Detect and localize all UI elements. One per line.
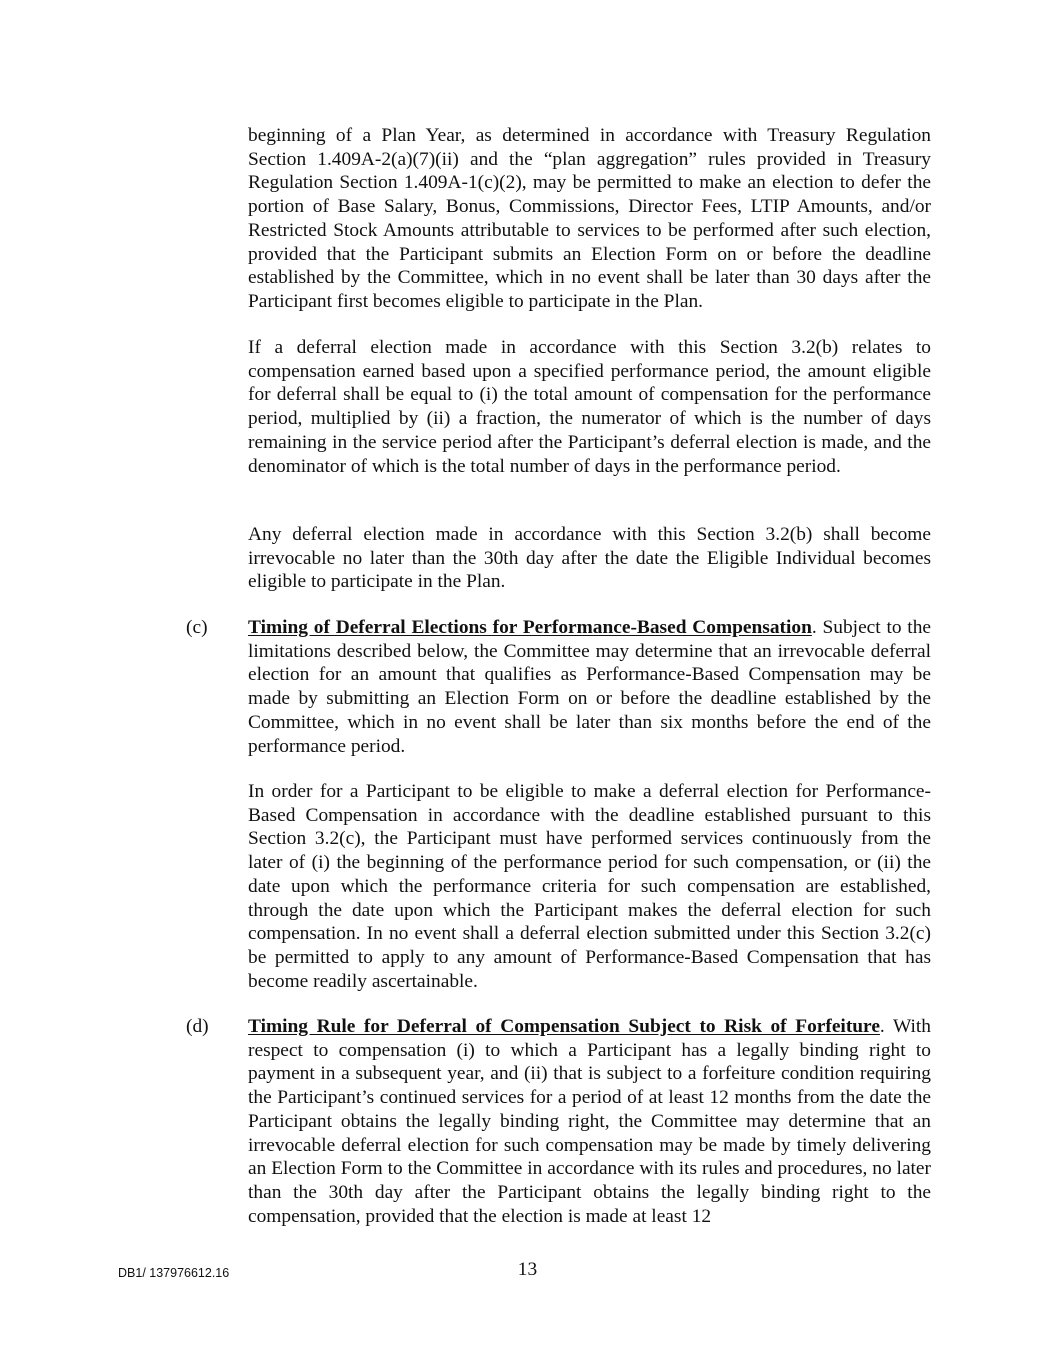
document-id: DB1/ 137976612.16 bbox=[118, 1266, 230, 1280]
section-d-heading: Timing Rule for Deferral of Compensation Subject to Risk of Forfeiture bbox=[248, 1016, 880, 1037]
paragraph-plan-year-election: beginning of a Plan Year, as determined in accordance with Treasury Regulation Section 1.409A-2(a)(7)(ii) and the “plan aggregation” rules provided in Treasury Regulation Section 1.409A-1(c)(2), may be permitted to make an election to defer the portion of Base Salary, Bonus, Commissions, Director Fees, LTIP Amounts, and/or Restricted Stock Amounts attributable to services to be performed after such election, provided that the Participant submits an Election Form on or before the deadline established by the Committee, which in no event shall be later than 30 days after the Participant first becomes eligible to participate in the Plan. bbox=[248, 125, 931, 312]
paragraph-performance-period-amount: If a deferral election made in accordance with this Section 3.2(b) relates to compensation earned based upon a specified performance period, the amount eligible for deferral shall be equal to (i) the total amount of compensation for the performance period, multiplied by (ii) a fraction, the numerator of which is the number of days remaining in the service period after the Participant’s deferral election is made, and the denominator of which is the total number of days in the performance period. bbox=[248, 337, 931, 477]
page-number: 13 bbox=[517, 1259, 538, 1280]
section-c-heading: Timing of Deferral Elections for Performance-Based Compensation bbox=[248, 617, 812, 638]
section-c-paragraph bbox=[248, 616, 931, 758]
paragraph-irrevocable-election: Any deferral election made in accordance with this Section 3.2(b) shall become irrevocable no later than the 30th day after the date the Eligible Individual becomes eligible to participate in the Plan. bbox=[248, 524, 931, 593]
section-d-text: . With respect to compensation (i) to which a Participant has a legally binding right to payment in a subsequent year, and (ii) that is subject to a forfeiture condition requiring the Participant’s continued services for a period of at least 12 months from the date the Participant obtains the legally binding right, the Committee may determine that an irrevocable deferral election for such compensation may be made by timely delivering an Election Form to the Committee in accordance with its rules and procedures, no later than the 30th day after the Participant obtains the legally binding right to the compensation, provided that the election is made at least 12 bbox=[248, 1016, 931, 1227]
section-c-paragraph-2: In order for a Participant to be eligible to make a deferral election for Performance-Based Compensation in accordance with the deadline established pursuant to this Section 3.2(c), the Participant must have performed services continuously from the later of (i) the beginning of the performance period for such compensation, or (ii) the date upon which the performance criteria for such compensation are established, through the date upon which the Participant makes the deferral election for such compensation. In no event shall a deferral election submitted under this Section 3.2(c) be permitted to apply to any amount of Performance-Based Compensation that has become readily ascertainable. bbox=[248, 781, 931, 992]
section-d-label: (d) bbox=[186, 1016, 209, 1037]
section-c-label: (c) bbox=[186, 617, 208, 638]
section-c-text: . Subject to the limitations described below, the Committee may determine that an irrevocable deferral election for an amount that qualifies as Performance-Based Compensation may be made by submitting an Election Form on or before the deadline established by the Committee, which in no event shall be later than six months before the end of the performance period. bbox=[248, 617, 931, 757]
section-d-paragraph bbox=[248, 1015, 931, 1228]
